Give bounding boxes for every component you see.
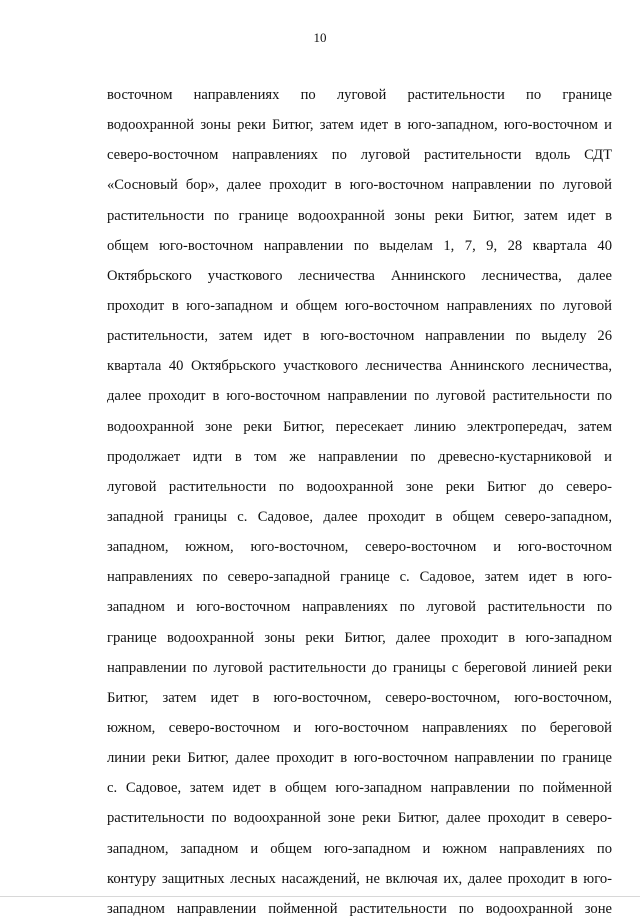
text-line: линии реки Битюг, далее проходит в юго-восточном направлении по границе: [107, 750, 612, 767]
text-line: западной границы с. Садовое, далее проходит в общем северо-западном,: [107, 508, 612, 525]
text-line: далее проходит в юго-восточном направлении по луговой растительности по: [107, 388, 612, 405]
text-line: южном, северо-восточном и юго-восточном направлениях по береговой: [107, 719, 612, 736]
page-number: 10: [313, 30, 327, 45]
text-line: луговой растительности по водоохранной зоне реки Битюг до северо-: [107, 478, 612, 495]
body-text: [107, 80, 612, 924]
text-line: водоохранной зоне реки Битюг, пересекает линию электропередач, затем: [107, 418, 612, 435]
text-line: Битюг, затем идет в юго-восточном, северо-восточном, юго-восточном,: [107, 689, 612, 706]
text-line: направлении по луговой растительности до границы с береговой линией реки: [107, 659, 612, 676]
text-line: восточном направлениях по луговой растительности по границе: [107, 87, 612, 103]
text-line: западном и юго-восточном направлениях по луговой растительности по: [107, 599, 612, 616]
text-line: направлениях по северо-западной границе с. Садовое, затем идет в юго-: [107, 569, 612, 586]
text-line: контуру защитных лесных насаждений, не включая их, далее проходит в юго-: [107, 870, 612, 887]
text-line: западном, западном и общем юго-западном и южном направлениях по: [107, 840, 612, 857]
text-line: «Сосновый бор», далее проходит в юго-восточном направлении по луговой: [107, 177, 612, 194]
text-line: северо-восточном направлениях по луговой растительности вдоль СДТ: [107, 147, 612, 164]
text-line: проходит в юго-западном и общем юго-восточном направлениях по луговой: [107, 297, 612, 314]
text-line: квартала 40 Октябрьского участкового лесничества Аннинского лесничества,: [107, 358, 612, 375]
page-bottom-edge: [0, 896, 640, 897]
text-line: водоохранной зоны реки Битюг, затем идет в юго-западном, юго-восточном и: [107, 117, 612, 134]
text-line: Октябрьского участкового лесничества Аннинского лесничества, далее: [107, 267, 612, 284]
text-line: общем юго-восточном направлении по выделам 1, 7, 9, 28 квартала 40: [107, 237, 612, 254]
text-line: границе водоохранной зоны реки Битюг, далее проходит в юго-западном: [107, 629, 612, 646]
text-line: западном, южном, юго-восточном, северо-восточном и юго-восточном: [107, 539, 612, 556]
text-line: продолжает идти в том же направлении по древесно-кустарниковой и: [107, 448, 612, 465]
text-line: растительности по водоохранной зоне реки Битюг, далее проходит в северо-: [107, 810, 612, 827]
text-line: с. Садовое, затем идет в общем юго-западном направлении по пойменной: [107, 780, 612, 797]
text-line: растительности, затем идет в юго-восточном направлении по выделу 26: [107, 328, 612, 345]
text-line: растительности по границе водоохранной зоны реки Битюг, затем идет в: [107, 207, 612, 224]
text-line: западном направлении пойменной растительности по водоохранной зоне: [107, 900, 612, 917]
